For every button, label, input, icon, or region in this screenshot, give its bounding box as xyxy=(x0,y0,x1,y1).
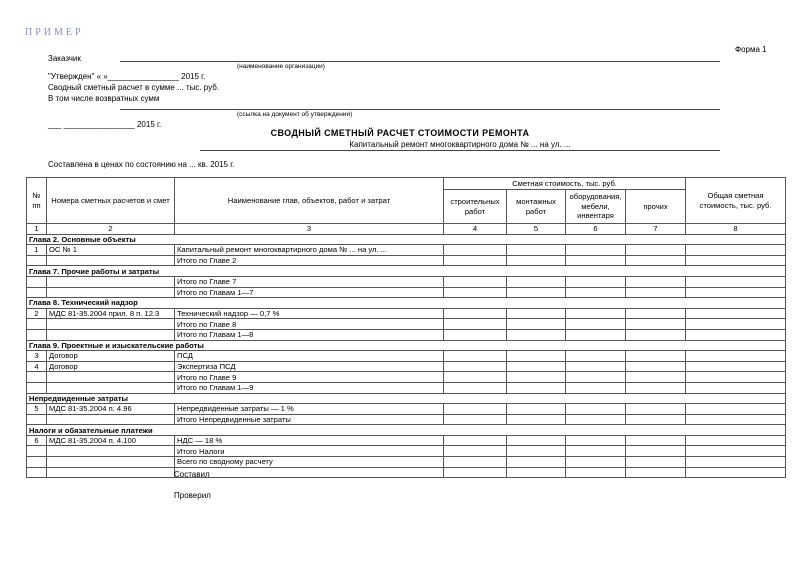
row-reference xyxy=(47,287,175,298)
row-reference: Договор xyxy=(47,361,175,372)
row-number xyxy=(27,467,47,478)
value-cell xyxy=(507,446,566,457)
value-cell xyxy=(566,446,626,457)
table-row xyxy=(27,351,786,362)
value-cell xyxy=(507,351,566,362)
value-cell xyxy=(444,435,507,446)
value-cell xyxy=(566,467,626,478)
value-cell xyxy=(444,404,507,415)
table-row xyxy=(27,245,786,256)
row-name: НДС — 18 % xyxy=(175,435,444,446)
value-cell xyxy=(686,287,786,298)
summary-line: Сводный сметный расчет в сумме ... тыс. руб. xyxy=(48,83,220,92)
value-cell xyxy=(686,361,786,372)
document-title: СВОДНЫЙ СМЕТНЫЙ РАСЧЕТ СТОИМОСТИ РЕМОНТА xyxy=(270,128,530,138)
value-cell xyxy=(566,329,626,340)
row-number xyxy=(27,414,47,425)
row-name: Экспертиза ПСД xyxy=(175,361,444,372)
value-cell xyxy=(626,435,686,446)
doc-link-caption: (ссылка на документ об утверждении) xyxy=(237,111,353,118)
value-cell xyxy=(626,329,686,340)
value-cell xyxy=(566,404,626,415)
value-cell xyxy=(566,435,626,446)
value-cell xyxy=(566,287,626,298)
value-cell xyxy=(626,446,686,457)
row-reference: Договор xyxy=(47,351,175,362)
value-cell xyxy=(507,372,566,383)
row-number xyxy=(27,287,47,298)
row-number xyxy=(27,382,47,393)
date-line: ___ ________________ 2015 г. xyxy=(48,120,162,129)
row-name: Итого Непредвиденные затраты xyxy=(175,414,444,425)
chapter-title: Глава 2. Основные объекты xyxy=(27,234,786,245)
chapter-row xyxy=(27,425,786,436)
value-cell xyxy=(444,382,507,393)
value-cell xyxy=(626,382,686,393)
value-cell xyxy=(507,287,566,298)
value-cell xyxy=(686,435,786,446)
table-row xyxy=(27,467,786,478)
row-name: Итого по Главам 1—7 xyxy=(175,287,444,298)
value-cell xyxy=(566,457,626,468)
value-cell xyxy=(444,467,507,478)
value-cell xyxy=(686,351,786,362)
row-reference xyxy=(47,372,175,383)
row-name: Итого по Главам 1—9 xyxy=(175,382,444,393)
value-cell xyxy=(566,245,626,256)
prices-line: Составлена в ценах по состоянию на ... кв. 2015 г. xyxy=(48,160,235,169)
value-cell xyxy=(507,382,566,393)
row-reference xyxy=(47,319,175,330)
value-cell xyxy=(507,276,566,287)
watermark-label: ПРИМЕР xyxy=(25,27,84,38)
row-reference xyxy=(47,276,175,287)
value-cell xyxy=(507,435,566,446)
column-number: 2 xyxy=(47,224,175,235)
value-cell xyxy=(444,457,507,468)
row-number xyxy=(27,329,47,340)
subtitle-underline xyxy=(200,150,720,151)
value-cell xyxy=(507,319,566,330)
column-number: 5 xyxy=(507,224,566,235)
row-number xyxy=(27,372,47,383)
composed-label: Составил xyxy=(174,470,210,479)
header-calc-numbers: Номера сметных расчетов и смет xyxy=(47,178,175,224)
value-cell xyxy=(566,319,626,330)
value-cell xyxy=(444,255,507,266)
row-name: Непредвиденные затраты — 1 % xyxy=(175,404,444,415)
chapter-row xyxy=(27,234,786,245)
value-cell xyxy=(686,245,786,256)
row-name: Итого по Главе 7 xyxy=(175,276,444,287)
approved-line: "Утвержден" « »________________ 2015 г. xyxy=(48,72,206,81)
row-name: Итого по Главам 1—8 xyxy=(175,329,444,340)
header-installation: монтажных работ xyxy=(507,190,566,224)
column-number: 8 xyxy=(686,224,786,235)
value-cell xyxy=(507,255,566,266)
value-cell xyxy=(626,319,686,330)
form-label: Форма 1 xyxy=(735,45,767,54)
value-cell xyxy=(686,319,786,330)
value-cell xyxy=(626,255,686,266)
value-cell xyxy=(686,457,786,468)
estimate-table xyxy=(26,177,786,478)
row-reference xyxy=(47,382,175,393)
row-name: Итого по Главе 9 xyxy=(175,372,444,383)
value-cell xyxy=(444,329,507,340)
row-name: Капитальный ремонт многоквартирного дома № ... на ул. ... xyxy=(175,245,444,256)
returnable-line: В том числе возвратных сумм xyxy=(48,94,160,103)
row-number xyxy=(27,446,47,457)
value-cell xyxy=(444,276,507,287)
value-cell xyxy=(626,361,686,372)
value-cell xyxy=(507,457,566,468)
value-cell xyxy=(566,372,626,383)
value-cell xyxy=(626,457,686,468)
chapter-row xyxy=(27,393,786,404)
table-row xyxy=(27,435,786,446)
table-row xyxy=(27,404,786,415)
value-cell xyxy=(507,361,566,372)
row-reference xyxy=(47,414,175,425)
table-row xyxy=(27,308,786,319)
value-cell xyxy=(444,287,507,298)
value-cell xyxy=(626,308,686,319)
row-number xyxy=(27,457,47,468)
value-cell xyxy=(686,308,786,319)
checked-label: Проверил xyxy=(174,491,211,500)
value-cell xyxy=(566,255,626,266)
row-number: 1 xyxy=(27,245,47,256)
value-cell xyxy=(444,319,507,330)
header-other: прочих xyxy=(626,190,686,224)
customer-label: Заказчик xyxy=(48,54,81,63)
row-number: 4 xyxy=(27,361,47,372)
value-cell xyxy=(626,414,686,425)
row-name: Всего по сводному расчету xyxy=(175,457,444,468)
value-cell xyxy=(444,245,507,256)
column-number: 1 xyxy=(27,224,47,235)
row-reference xyxy=(47,467,175,478)
doc-link-underline xyxy=(120,109,720,110)
row-number xyxy=(27,255,47,266)
value-cell xyxy=(626,245,686,256)
value-cell xyxy=(507,404,566,415)
chapter-title: Глава 8. Технический надзор xyxy=(27,298,786,309)
column-number: 6 xyxy=(566,224,626,235)
value-cell xyxy=(686,329,786,340)
value-cell xyxy=(686,414,786,425)
header-equipment: оборудования, мебели, инвентаря xyxy=(566,190,626,224)
table-row xyxy=(27,287,786,298)
column-number: 7 xyxy=(626,224,686,235)
chapter-title: Глава 9. Проектные и изыскательские работы xyxy=(27,340,786,351)
row-reference xyxy=(47,255,175,266)
row-number xyxy=(27,276,47,287)
chapter-row xyxy=(27,298,786,309)
value-cell xyxy=(686,255,786,266)
row-reference xyxy=(47,446,175,457)
row-number: 5 xyxy=(27,404,47,415)
row-name xyxy=(175,467,444,478)
customer-underline xyxy=(120,61,720,62)
row-reference xyxy=(47,457,175,468)
row-number: 2 xyxy=(27,308,47,319)
column-number: 4 xyxy=(444,224,507,235)
chapter-row xyxy=(27,266,786,277)
chapter-row xyxy=(27,340,786,351)
chapter-title: Непредвиденные затраты xyxy=(27,393,786,404)
value-cell xyxy=(507,245,566,256)
value-cell xyxy=(566,308,626,319)
value-cell xyxy=(686,467,786,478)
value-cell xyxy=(626,372,686,383)
value-cell xyxy=(507,308,566,319)
row-name: Технический надзор — 0,7 % xyxy=(175,308,444,319)
table-row xyxy=(27,457,786,468)
row-reference: ОС № 1 xyxy=(47,245,175,256)
header-total: Общая сметная стоимость, тыс. руб. xyxy=(686,178,786,224)
value-cell xyxy=(444,446,507,457)
value-cell xyxy=(566,382,626,393)
header-construction: строительных работ xyxy=(444,190,507,224)
chapter-title: Налоги и обязательные платежи xyxy=(27,425,786,436)
value-cell xyxy=(686,446,786,457)
table-row xyxy=(27,382,786,393)
value-cell xyxy=(444,361,507,372)
value-cell xyxy=(566,361,626,372)
row-number: 3 xyxy=(27,351,47,362)
value-cell xyxy=(444,372,507,383)
row-name: Итого Налоги xyxy=(175,446,444,457)
value-cell xyxy=(507,467,566,478)
org-caption: (наименование организации) xyxy=(237,63,325,70)
value-cell xyxy=(444,414,507,425)
table-row xyxy=(27,372,786,383)
chapter-title: Глава 7. Прочие работы и затраты xyxy=(27,266,786,277)
value-cell xyxy=(686,372,786,383)
row-name: Итого по Главе 2 xyxy=(175,255,444,266)
row-name: Итого по Главе 8 xyxy=(175,319,444,330)
row-number xyxy=(27,319,47,330)
table-body xyxy=(27,234,786,478)
row-reference: МДС 81-35.2004 прил. 8 п. 12.3 xyxy=(47,308,175,319)
header-estimated-cost: Сметная стоимость, тыс. руб. xyxy=(444,178,686,190)
value-cell xyxy=(507,414,566,425)
table-row xyxy=(27,446,786,457)
value-cell xyxy=(626,467,686,478)
value-cell xyxy=(626,287,686,298)
value-cell xyxy=(626,404,686,415)
row-number: 6 xyxy=(27,435,47,446)
row-reference: МДС 81-35.2004 п. 4.100 xyxy=(47,435,175,446)
value-cell xyxy=(686,276,786,287)
value-cell xyxy=(686,382,786,393)
table-row xyxy=(27,276,786,287)
value-cell xyxy=(626,351,686,362)
value-cell xyxy=(507,329,566,340)
table-row xyxy=(27,319,786,330)
row-reference: МДС 81-35.2004 п. 4.96 xyxy=(47,404,175,415)
row-name: ПСД xyxy=(175,351,444,362)
row-reference xyxy=(47,329,175,340)
column-number: 3 xyxy=(175,224,444,235)
document-subtitle: Капитальный ремонт многоквартирного дома № ... на ул. ... xyxy=(349,140,571,149)
table-row xyxy=(27,361,786,372)
value-cell xyxy=(566,276,626,287)
header-num: № пп xyxy=(27,178,47,224)
value-cell xyxy=(566,414,626,425)
value-cell xyxy=(444,308,507,319)
value-cell xyxy=(566,351,626,362)
value-cell xyxy=(686,404,786,415)
value-cell xyxy=(444,351,507,362)
table-row xyxy=(27,329,786,340)
value-cell xyxy=(626,276,686,287)
table-row xyxy=(27,414,786,425)
table-row xyxy=(27,255,786,266)
header-names: Наименование глав, объектов, работ и затрат xyxy=(175,178,444,224)
